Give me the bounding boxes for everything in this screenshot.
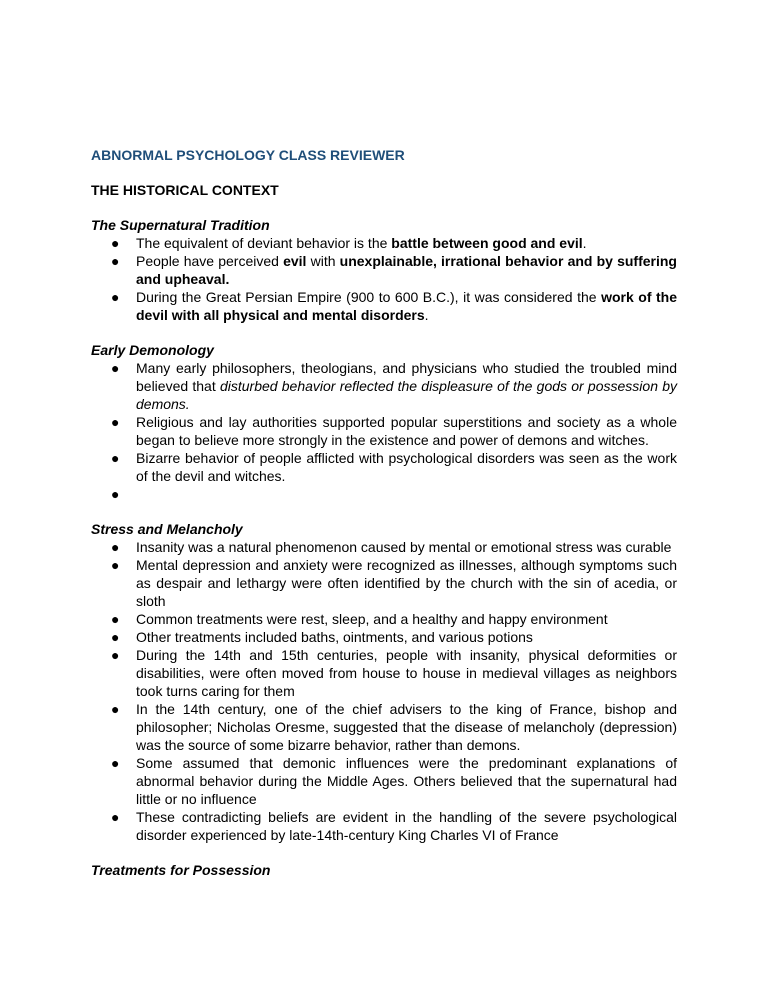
section-subheading: The Supernatural Tradition bbox=[91, 217, 270, 233]
bullet-icon: ● bbox=[111, 755, 120, 771]
list-item bbox=[91, 808, 677, 844]
list-item bbox=[91, 646, 677, 700]
bullet-list bbox=[91, 538, 677, 844]
section bbox=[91, 861, 677, 879]
list-item bbox=[91, 538, 677, 556]
section-heading: THE HISTORICAL CONTEXT bbox=[91, 182, 279, 198]
text-run: People have perceived bbox=[136, 253, 284, 269]
list-item bbox=[91, 234, 677, 252]
text-run: Other treatments included baths, ointments, and various potions bbox=[136, 629, 533, 645]
text-run: During the 14th and 15th centuries, people with insanity, physical deformities or disabilities, were often moved from house to house in medieval villages as neighbors took turns caring for them bbox=[136, 647, 677, 699]
document-title: ABNORMAL PSYCHOLOGY CLASS REVIEWER bbox=[91, 147, 405, 163]
text-run: In the 14th century, one of the chief advisers to the king of France, bishop and philosopher; Nicholas Oresme, suggested that the disease of melancholy (depression) was the source of some bizarre behavior, rather than demons. bbox=[136, 701, 677, 753]
document-page bbox=[91, 146, 677, 879]
bullet-list bbox=[91, 359, 677, 503]
text-run: Many early philosophers, theologians, and physicians who studied the troubled mind believed that bbox=[136, 360, 677, 394]
text-run: During the Great Persian Empire (900 to 600 B.C.), it was considered the bbox=[136, 289, 602, 305]
bullet-icon: ● bbox=[111, 539, 120, 555]
bullet-icon: ● bbox=[111, 701, 120, 717]
text-run: . bbox=[424, 307, 429, 323]
list-item bbox=[91, 556, 677, 610]
text-run: battle between good and evil bbox=[391, 235, 583, 251]
section bbox=[91, 520, 677, 844]
text-run: These contradicting beliefs are evident in the handling of the severe psychological disorder experienced by late-14th-century King Charles VI of France bbox=[136, 809, 677, 843]
list-item bbox=[91, 610, 677, 628]
bullet-icon: ● bbox=[111, 629, 120, 645]
bullet-icon: ● bbox=[111, 809, 120, 825]
bullet-icon: ● bbox=[111, 235, 120, 251]
text-run: disturbed behavior reflected the displeasure of the gods or possession by demons. bbox=[136, 378, 677, 412]
bullet-icon: ● bbox=[111, 253, 120, 269]
text-run: Insanity was a natural phenomenon caused by mental or emotional stress was curable bbox=[136, 539, 672, 555]
text-run: The equivalent of deviant behavior is the bbox=[136, 235, 392, 251]
bullet-icon: ● bbox=[111, 647, 120, 663]
text-run: work of the devil with all physical and mental disorders bbox=[136, 289, 678, 323]
text-run: evil bbox=[283, 253, 307, 269]
list-item bbox=[91, 288, 677, 324]
text-run: unexplainable, irrational behavior and by suffering and upheaval. bbox=[136, 253, 677, 287]
text-run: Some assumed that demonic influences were the predominant explanations of abnormal behavior during the Middle Ages. Others believed that the supernatural had little or no influence bbox=[136, 755, 677, 807]
text-run: with bbox=[306, 253, 340, 269]
text-run: Religious and lay authorities supported popular superstitions and society as a whole began to believe more strongly in the existence and power of demons and witches. bbox=[136, 414, 677, 448]
bullet-icon: ● bbox=[111, 360, 120, 376]
section bbox=[91, 341, 677, 503]
list-item bbox=[91, 252, 677, 288]
list-item bbox=[91, 485, 677, 503]
bullet-icon: ● bbox=[111, 486, 120, 502]
list-item bbox=[91, 413, 677, 449]
list-item bbox=[91, 700, 677, 754]
bullet-icon: ● bbox=[111, 557, 120, 573]
bullet-icon: ● bbox=[111, 289, 120, 305]
list-item bbox=[91, 754, 677, 808]
sections-container bbox=[91, 216, 677, 879]
bullet-list bbox=[91, 234, 677, 324]
text-run: Mental depression and anxiety were recognized as illnesses, although symptoms such as despair and lethargy were often identified by the church with the sin of acedia, or sloth bbox=[136, 557, 677, 609]
list-item bbox=[91, 449, 677, 485]
bullet-icon: ● bbox=[111, 450, 120, 466]
bullet-icon: ● bbox=[111, 611, 120, 627]
list-item bbox=[91, 628, 677, 646]
section-subheading: Early Demonology bbox=[91, 342, 214, 358]
section-subheading: Stress and Melancholy bbox=[91, 521, 243, 537]
text-run: . bbox=[582, 235, 587, 251]
text-run: Bizarre behavior of people afflicted with psychological disorders was seen as the work of the devil and witches. bbox=[136, 450, 677, 484]
list-item bbox=[91, 359, 677, 413]
text-run: Common treatments were rest, sleep, and a healthy and happy environment bbox=[136, 611, 608, 627]
bullet-icon: ● bbox=[111, 414, 120, 430]
section-subheading: Treatments for Possession bbox=[91, 862, 271, 878]
section bbox=[91, 216, 677, 324]
